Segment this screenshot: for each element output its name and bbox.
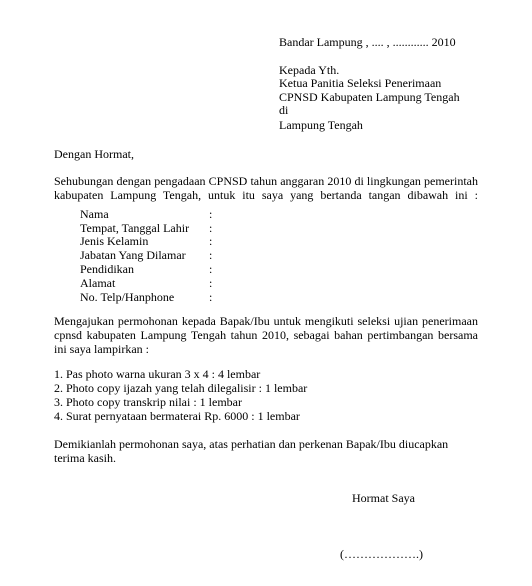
list-item: 2. Photo copy ijazah yang telah dilegalisir : 1 lembar: [54, 381, 308, 395]
field-colon: :: [209, 290, 213, 304]
signature-greeting: Hormat Saya: [352, 491, 415, 505]
field-colon: :: [209, 262, 213, 276]
field-colon: :: [209, 248, 213, 262]
salutation: Dengan Hormat,: [54, 147, 134, 161]
field-label: Jabatan Yang Dilamar: [80, 248, 186, 262]
field-colon: :: [209, 221, 213, 235]
intro-line: Sehubungan dengan pengadaan CPNSD tahun anggaran 2010 di lingkungan pemerintah: [54, 174, 478, 188]
list-item: 1. Pas photo warna ukuran 3 x 4 : 4 lembar: [54, 367, 261, 381]
list-item: 3. Photo copy transkrip nilai : 1 lembar: [54, 395, 242, 409]
closing-line: Demikianlah permohonan saya, atas perhatian dan perkenan Bapak/Ibu diucapkan: [54, 437, 449, 451]
field-colon: :: [209, 234, 213, 248]
intro-line: kabupaten Lampung Tengah, untuk itu saya yang bertanda tangan dibawah ini :: [54, 188, 478, 202]
field-label: Alamat: [80, 276, 116, 290]
field-label: Nama: [80, 207, 109, 221]
place-date: Bandar Lampung , .... , ............ 2010: [279, 35, 456, 49]
list-item: 4. Surat pernyataan bermaterai Rp. 6000 : 1 lembar: [54, 409, 300, 423]
field-label: Jenis Kelamin: [80, 234, 149, 248]
field-label: Pendidikan: [80, 262, 134, 276]
field-label: Tempat, Tanggal Lahir: [80, 221, 190, 235]
field-colon: :: [209, 207, 213, 221]
request-line: cpnsd kabupaten Lampung Tengah tahun 2010, sebagai bahan pertimbangan bersama: [54, 328, 478, 342]
field-colon: :: [209, 276, 213, 290]
request-line: Mengajukan permohonan kepada Bapak/Ibu untuk mengikuti seleksi ujian penerimaan: [54, 314, 478, 328]
recipient-line: Lampung Tengah: [279, 118, 363, 132]
recipient-line: Kepada Yth.: [279, 63, 340, 77]
request-line: ini saya lampirkan :: [54, 342, 149, 356]
recipient-line: Ketua Panitia Seleksi Penerimaan: [279, 76, 442, 90]
recipient-line: di: [279, 103, 289, 117]
recipient-line: CPNSD Kabupaten Lampung Tengah: [279, 90, 460, 104]
closing-line: terima kasih.: [54, 451, 116, 465]
field-label: No. Telp/Hanphone: [80, 290, 175, 304]
signature-placeholder: (……………….): [340, 547, 423, 561]
